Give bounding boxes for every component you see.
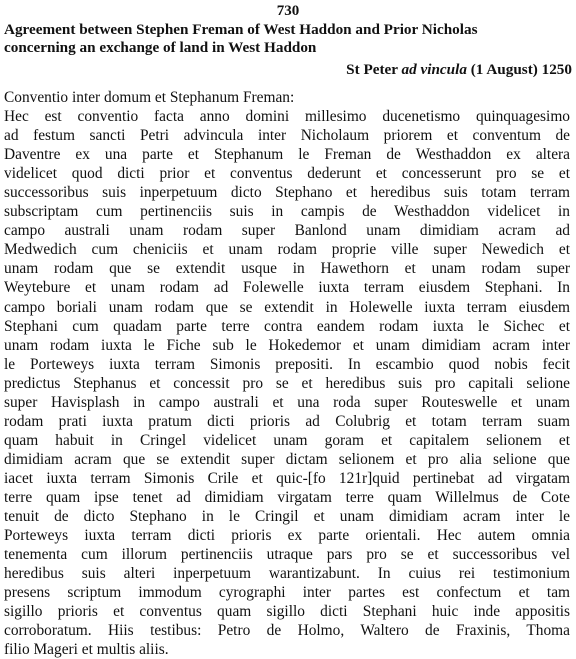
body-line: ad festum sancti Petri advincula inter Nicholaum priorem et conventum de — [4, 127, 570, 145]
body-line: quam habuit in Cringel videlicet unam goram et capitalem selionem et — [4, 431, 570, 449]
page-number: 730 — [276, 3, 300, 19]
body-line: Hec est conventio facta anno domini millesimo ducenetismo quinquagesimo — [4, 108, 570, 126]
date-italic: ad vincula — [401, 61, 467, 78]
body-line: sigillo prioris et conventus quam sigillo dicti Stephani huic inde appositis — [4, 603, 570, 621]
body-line: videlicet quod dicti prior et conventus dederunt et concesserunt pro se et — [4, 165, 570, 183]
body-line: heredibus suis alteri inperpetuum warantizabunt. In cuius rei testimonium — [4, 565, 570, 583]
body-line: corroboratum. Hiis testibus: Petro de Holmo, Waltero de Fraxinis, Thoma — [4, 622, 570, 640]
body-line: iacet iuxta terram Simonis Crile et quic-[fo 121r]quid pertinebat ad virgatam — [4, 469, 570, 487]
body-line: Stephani cum quadam parte terre contra eandem rodam iuxta le Sichec et — [4, 317, 570, 335]
body-line: campo boriali unam rodam que se extendit in Holewelle iuxta terram eiusdem — [4, 298, 570, 316]
body-line: super Havisplash in campo australi et una roda super Routeswelle et unam — [4, 393, 570, 411]
body-line: tenementa cum illorum pertinenciis utraque pars pro se et successoribus vel — [4, 546, 570, 564]
body-line: successoribus suis inperpetuum dicto Stephano et heredibus suis totam terram — [4, 184, 570, 202]
body-line: campo australi unam rodam super Banlond unam dimidiam acram ad — [4, 222, 570, 240]
body-line: Daventre ex una parte et Stephanum le Freman de Westhaddon ex altera — [4, 146, 570, 164]
body-line: Weytebure et unam rodam ad Folewelle iuxta terram eiusdem Stephani. In — [4, 279, 570, 297]
body-line: rodam prati iuxta pratum dicti prioris ad Colubrig et totam terram suam — [4, 412, 570, 430]
date-prefix: St Peter — [346, 61, 402, 78]
document-body — [4, 88, 570, 659]
document-date — [346, 61, 572, 79]
body-line: tenuit de dicto Stephano in le Cringil et unam dimidiam acram inter le — [4, 508, 570, 526]
date-suffix: (1 August) 1250 — [466, 61, 572, 78]
body-line: predictus Stephanus et concessit pro se et heredibus suis pro capitali selione — [4, 374, 570, 392]
heading-title-line-2: concerning an exchange of land in West Haddon — [4, 39, 317, 56]
body-line: unam rodam que se extendit usque in Hawethorn et unam rodam super — [4, 260, 570, 278]
body-line: Medwedich cum cheniciis et unam rodam proprie ville super Newedich et — [4, 241, 570, 259]
heading-title-line-1: Agreement between Stephen Freman of West Haddon and Prior Nicholas — [4, 21, 478, 38]
body-line: subscriptam cum pertinenciis suis in campis de Westhaddon videlicet in — [4, 203, 570, 221]
body-line: filio Mageri et multis aliis. — [4, 641, 169, 659]
body-line: le Porteweys iuxta terram Simonis prepositi. In escambio quod nobis fecit — [4, 355, 570, 373]
document-heading — [4, 21, 572, 57]
body-line: Conventio inter domum et Stephanum Freman: — [4, 89, 295, 106]
body-line: Porteweys iuxta terram dicti prioris ex parte orientali. Hec autem omnia — [4, 527, 570, 545]
body-line: presens scriptum immodum cyrographi inter partes est confectum et tam — [4, 584, 570, 602]
body-line: terre quam ipse tenet ad dimidiam virgatam terre quam Willelmus de Cote — [4, 488, 570, 506]
body-line: dimidiam acram que se extendit super dictam selionem et pro alia selione que — [4, 450, 570, 468]
body-line: unam rodam iuxta le Fiche sub le Hokedemor et unam dimidiam acram inter — [4, 336, 570, 354]
